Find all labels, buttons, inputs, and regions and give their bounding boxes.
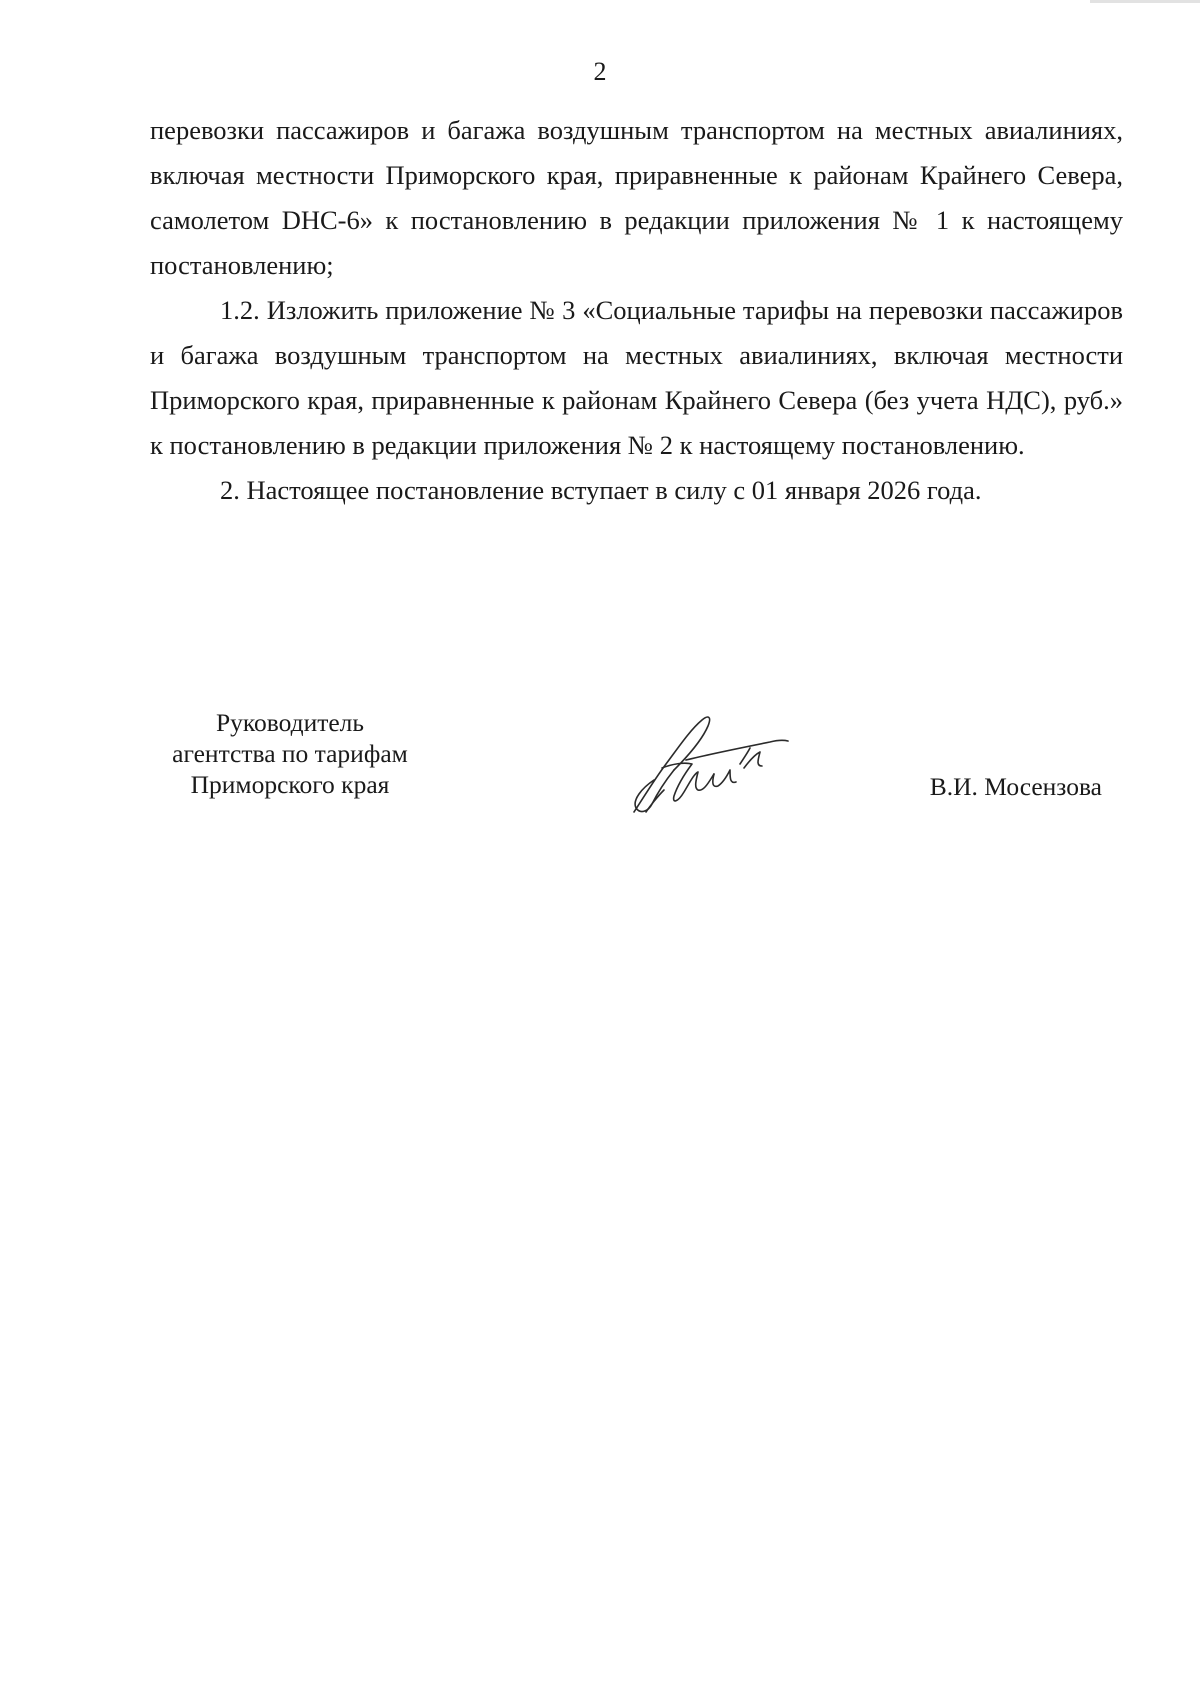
signer-position-line: Руководитель [215, 708, 365, 737]
signer-position-line: агентства по тарифам [172, 739, 408, 768]
handwritten-signature [628, 708, 798, 818]
signer-position-line: Приморского края [190, 770, 390, 799]
signer-position [140, 707, 440, 800]
paragraph-continuation: перевозки пассажиров и багажа воздушным транспортом на местных авиалиниях, включая местности Приморского края, приравненные к районам Крайнего Севера, самолетом DHC-6» к постановлению в редакции приложения № 1 к настоящему постановлению; [150, 115, 1123, 280]
signer-name: В.И. Мосензова [929, 772, 1102, 801]
page-number: 2 [593, 57, 607, 86]
paragraph-item-2: 2. Настоящее постановление вступает в силу с 01 января 2026 года. [220, 475, 982, 505]
paragraph-item-1-2: 1.2. Изложить приложение № 3 «Социальные тарифы на перевозки пассажиров и багажа воздушным транспортом на местных авиалиниях, включая местности Приморского края, приравненные к районам Крайнего Севера (без учета НДС), руб.» к постановлению в редакции приложения № 2 к настоящему постановлению. [150, 295, 1123, 460]
